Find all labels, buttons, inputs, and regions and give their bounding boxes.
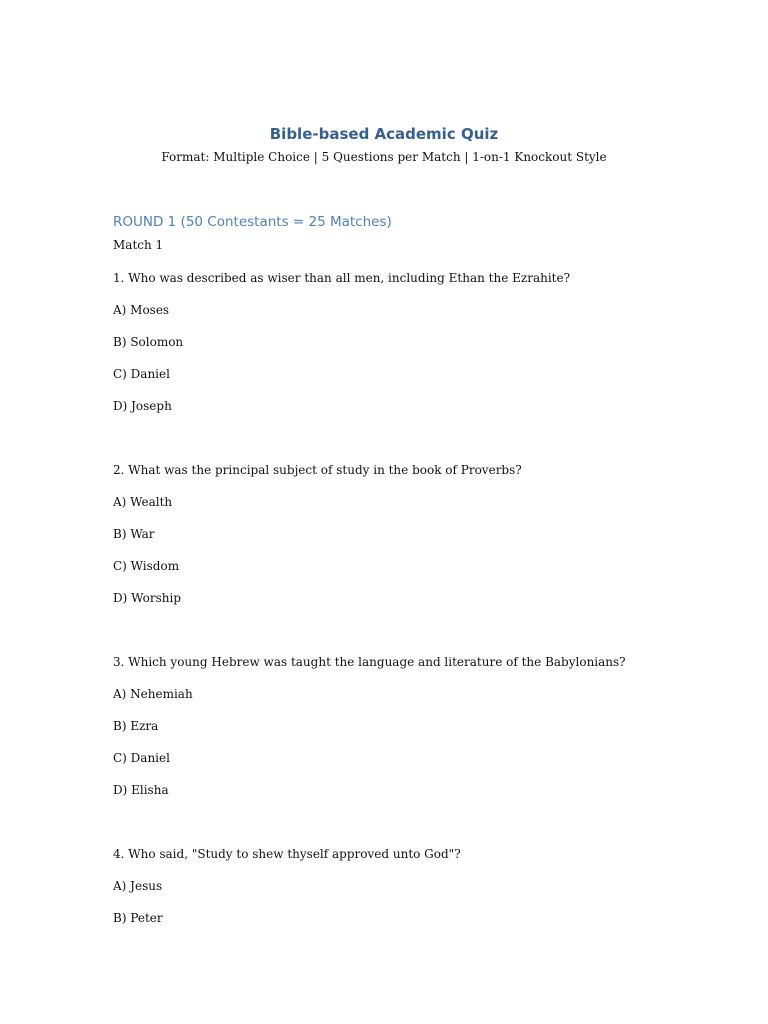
answer-option: A) Wealth	[113, 495, 173, 509]
question-list	[113, 270, 713, 974]
answer-option: B) War	[113, 527, 155, 541]
question-text: 3. Which young Hebrew was taught the language and literature of the Babylonians?	[113, 655, 626, 669]
answer-option: B) Ezra	[113, 719, 159, 733]
question-text: 2. What was the principal subject of study in the book of Proverbs?	[113, 463, 522, 477]
answer-option: C) Daniel	[113, 751, 170, 765]
question-4	[113, 846, 713, 942]
answer-option: B) Solomon	[113, 335, 184, 349]
question-1	[113, 270, 713, 430]
answer-option: A) Jesus	[113, 879, 163, 893]
question-2	[113, 462, 713, 622]
answer-option: A) Nehemiah	[113, 687, 193, 701]
round-heading: ROUND 1 (50 Contestants = 25 Matches)	[113, 214, 392, 230]
match-label: Match 1	[113, 238, 164, 252]
question-text: 1. Who was described as wiser than all men, including Ethan the Ezrahite?	[113, 271, 571, 285]
document-title: Bible-based Academic Quiz	[269, 125, 499, 143]
answer-option: B) Peter	[113, 911, 163, 925]
answer-option: D) Worship	[113, 591, 182, 605]
question-3	[113, 654, 713, 814]
answer-option: D) Joseph	[113, 399, 172, 413]
answer-option: C) Wisdom	[113, 559, 180, 573]
document-subtitle: Format: Multiple Choice | 5 Questions per Match | 1-on-1 Knockout Style	[161, 150, 607, 164]
question-text: 4. Who said, "Study to shew thyself approved unto God"?	[113, 847, 461, 861]
answer-option: A) Moses	[113, 303, 170, 317]
answer-option: C) Daniel	[113, 367, 170, 381]
answer-option: D) Elisha	[113, 783, 169, 797]
